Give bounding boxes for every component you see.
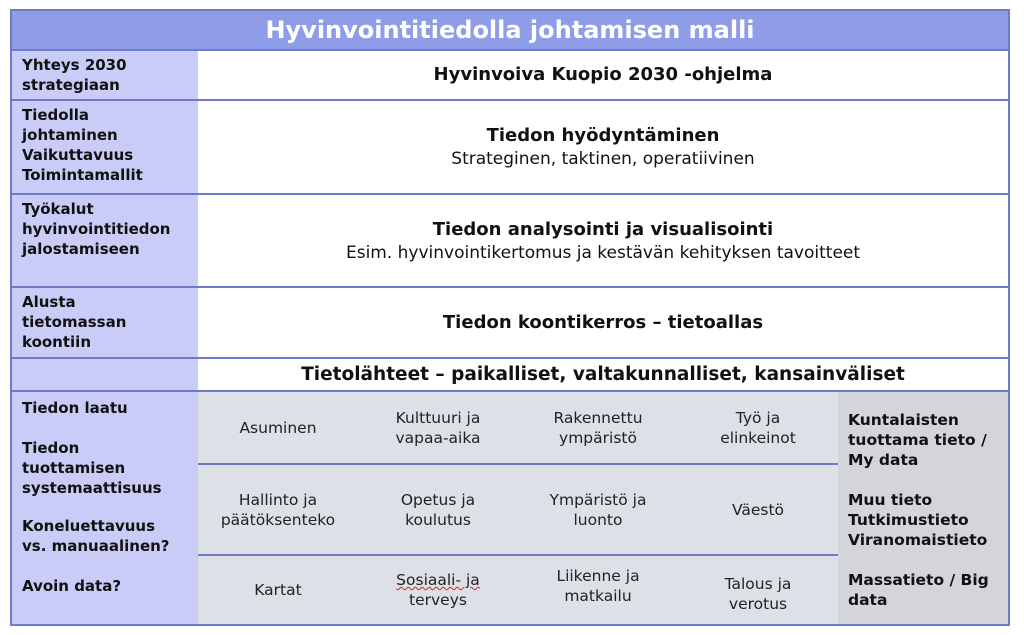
model-frame	[10, 9, 1010, 626]
row-label-line: johtaminen	[22, 126, 118, 144]
category-housing	[198, 392, 358, 463]
data-category-grid	[198, 392, 838, 624]
row-label-line: strategiaan	[22, 76, 120, 94]
row-content-strategy	[198, 51, 1008, 101]
source-citizen-data	[848, 410, 998, 470]
row-label-platform	[12, 288, 198, 359]
source-line: data	[848, 591, 888, 609]
source-line: Muu tieto	[848, 491, 933, 509]
quality-item: tuottamisen	[22, 459, 126, 477]
row-heading: Hyvinvoiva Kuopio 2030 -ohjelma	[433, 64, 773, 85]
category-administration	[198, 465, 358, 554]
category-line: ympäristö	[559, 428, 637, 447]
category-line: Opetus ja	[400, 490, 476, 509]
row-label-line: Toimintamallit	[22, 166, 143, 184]
quality-label-column	[12, 392, 198, 624]
category-education	[358, 465, 518, 554]
category-line: Talous ja	[724, 575, 792, 593]
category-traffic-tourism	[518, 552, 678, 620]
row-heading: Tiedon hyödyntäminen	[486, 125, 720, 146]
row-label-line: Työkalut	[22, 200, 94, 218]
row-subheading: Strateginen, taktinen, operatiivinen	[451, 149, 755, 169]
category-line: Väestö	[731, 500, 785, 519]
row-label-line: koontiin	[22, 333, 91, 351]
row-label-tools	[12, 195, 198, 288]
row-label-line: Vaikuttavuus	[22, 146, 134, 164]
category-line: Ympäristö ja	[549, 490, 647, 509]
source-other-data	[848, 490, 998, 550]
row-content-tools	[198, 195, 1008, 288]
row-label-line: jalostamiseen	[22, 240, 140, 258]
category-population	[678, 465, 838, 554]
quality-item: Koneluettavuus	[22, 517, 156, 535]
source-type-column	[838, 392, 1008, 624]
model-title: Hyvinvointitiedolla johtamisen malli	[12, 11, 1008, 51]
category-line: Työ ja	[735, 408, 781, 427]
source-line: Viranomaistieto	[848, 531, 988, 549]
row-label-line: hyvinvointitiedon	[22, 220, 171, 238]
source-line: tuottama tieto /	[848, 431, 987, 449]
row-subheading: Esim. hyvinvointikertomus ja kestävän kehityksen tavoitteet	[345, 242, 861, 263]
category-culture	[358, 392, 518, 463]
quality-item: Avoin data?	[22, 577, 122, 595]
category-line: päätöksenteko	[220, 510, 336, 529]
row-label-sources-blank	[12, 359, 198, 392]
category-line: Hallinto ja	[238, 490, 318, 509]
category-environment	[518, 465, 678, 554]
row-heading: Tiedon koontikerros – tietoallas	[442, 311, 764, 333]
category-line: terveys	[409, 591, 467, 609]
row-content-leadership	[198, 101, 1008, 195]
row-heading: Tiedon analysointi ja visualisointi	[432, 218, 774, 240]
category-line: Asuminen	[239, 418, 317, 437]
row-heading: Tietolähteet – paikalliset, valtakunnalliset, kansainväliset	[301, 363, 905, 385]
row-label-line: Yhteys 2030	[22, 56, 127, 74]
category-maps	[198, 556, 358, 624]
quality-item: Tiedon	[22, 439, 80, 457]
row-label-line: tietomassan	[22, 313, 127, 331]
source-line: Massatieto / Big	[848, 571, 989, 589]
category-line: Kartat	[254, 581, 302, 599]
row-content-sources	[198, 359, 1008, 392]
quality-item: vs. manuaalinen?	[22, 537, 170, 555]
row-label-line: Tiedolla	[22, 106, 89, 124]
source-line: My data	[848, 451, 919, 469]
category-finance-tax	[678, 560, 838, 626]
category-line: Liikenne ja	[556, 567, 640, 585]
category-line: elinkeinot	[720, 428, 796, 447]
category-line: vapaa-aika	[395, 428, 481, 447]
row-label-strategy	[12, 51, 198, 101]
category-line: verotus	[728, 595, 788, 613]
source-line: Kuntalaisten	[848, 411, 959, 429]
category-social-health	[358, 556, 518, 624]
category-built-environment	[518, 392, 678, 463]
row-label-line: Alusta	[22, 293, 76, 311]
quality-item: systemaattisuus	[22, 479, 162, 497]
row-label-leadership	[12, 101, 198, 195]
category-line: Kulttuuri ja	[395, 408, 481, 427]
category-line: Sosiaali- ja	[396, 571, 480, 589]
category-line: koulutus	[405, 510, 471, 529]
source-line: Tutkimustieto	[848, 511, 969, 529]
category-work	[678, 392, 838, 463]
category-line: Rakennettu	[553, 408, 643, 427]
category-line: luonto	[573, 510, 623, 529]
quality-item: Tiedon laatu	[22, 399, 128, 417]
category-line: matkailu	[564, 587, 632, 605]
source-mass-data	[848, 570, 998, 610]
row-content-platform	[198, 288, 1008, 359]
